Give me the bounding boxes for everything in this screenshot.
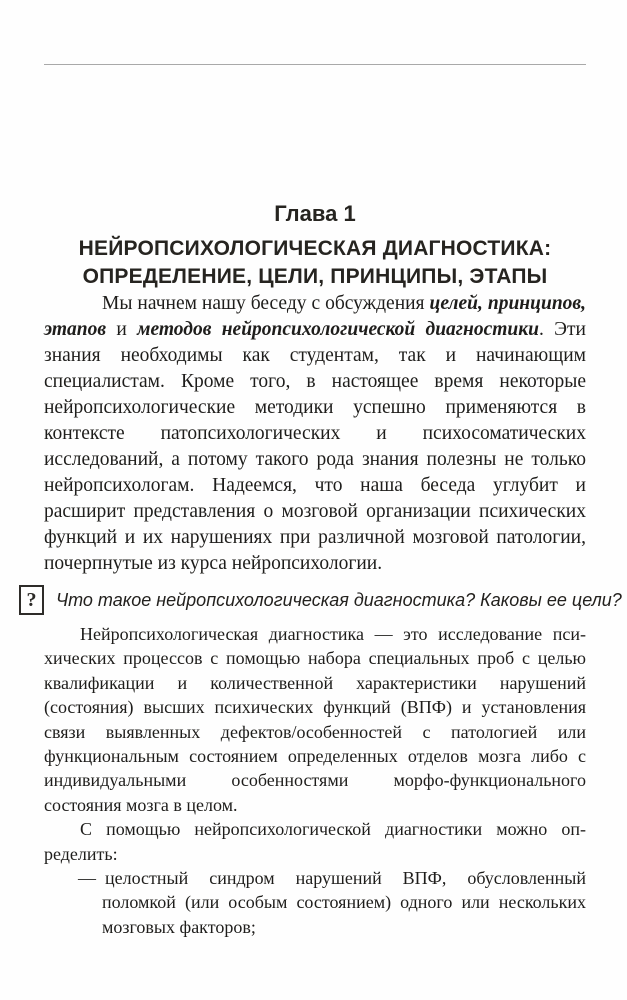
answer-paragraph-1: Нейропсихологическая диагностика — это исследование психических процессов с помощью набора специальных проб с целью квалификации и количественной характеристики нарушений (состояния) высших психических функций (ВПФ) и установления связи выявленных дефектов/особенностей с патологией или функциональным состоянием определенных отделов мозга либо с индивидуальными особенностями морфо-функционального состояния мозга в целом. xyxy=(44,624,586,815)
intro-emphasis-1: целей, принципов, этапов xyxy=(44,293,586,340)
list-item-text: целостный синдром нарушений ВПФ, обусловленный поломкой (или особым состоянием) одного или нескольких мозговых факторов; xyxy=(102,868,586,937)
chapter-title-line1: НЕЙРОПСИХОЛОГИЧЕСКАЯ ДИАГНОСТИКА: xyxy=(78,237,552,260)
intro-paragraph xyxy=(44,291,586,577)
list-item xyxy=(44,866,586,939)
chapter-title xyxy=(44,235,586,291)
list-dash: — xyxy=(78,868,96,889)
question-mark-icon: ? xyxy=(19,585,44,615)
intro-text-mid: и xyxy=(106,319,138,340)
intro-emphasis-2: методов нейропсихологической диагностики xyxy=(137,319,539,340)
intro-text-lead: Мы начнем нашу беседу с обсуждения xyxy=(102,293,430,314)
intro-text-rest: . Эти знания необходимы как студентам, так и начинающим специалистам. Кроме того, в настоящее время некоторые нейропсихологические методики успешно применяются в контексте патопсихологических и психосоматических исследований, а потому такого рода знания полезны не только нейропсихологам. Надеемся, что наша беседа углубит и расширит представления о мозговой организации психических функций и их нарушениях при различной мозговой патологии, почерпнутые из курса нейропсихологии. xyxy=(44,319,586,574)
header-rule xyxy=(44,64,586,65)
question-text: Что такое нейропсихологическая диагностика? Каковы ее цели? xyxy=(56,589,622,610)
answer-paragraph-2: С помощью нейропсихологической диагностики можно определить: xyxy=(44,819,586,864)
question-block xyxy=(19,585,622,615)
chapter-title-line2: ОПРЕДЕЛЕНИЕ, ЦЕЛИ, ПРИНЦИПЫ, ЭТАПЫ xyxy=(82,265,548,288)
chapter-label: Глава 1 xyxy=(274,201,356,226)
